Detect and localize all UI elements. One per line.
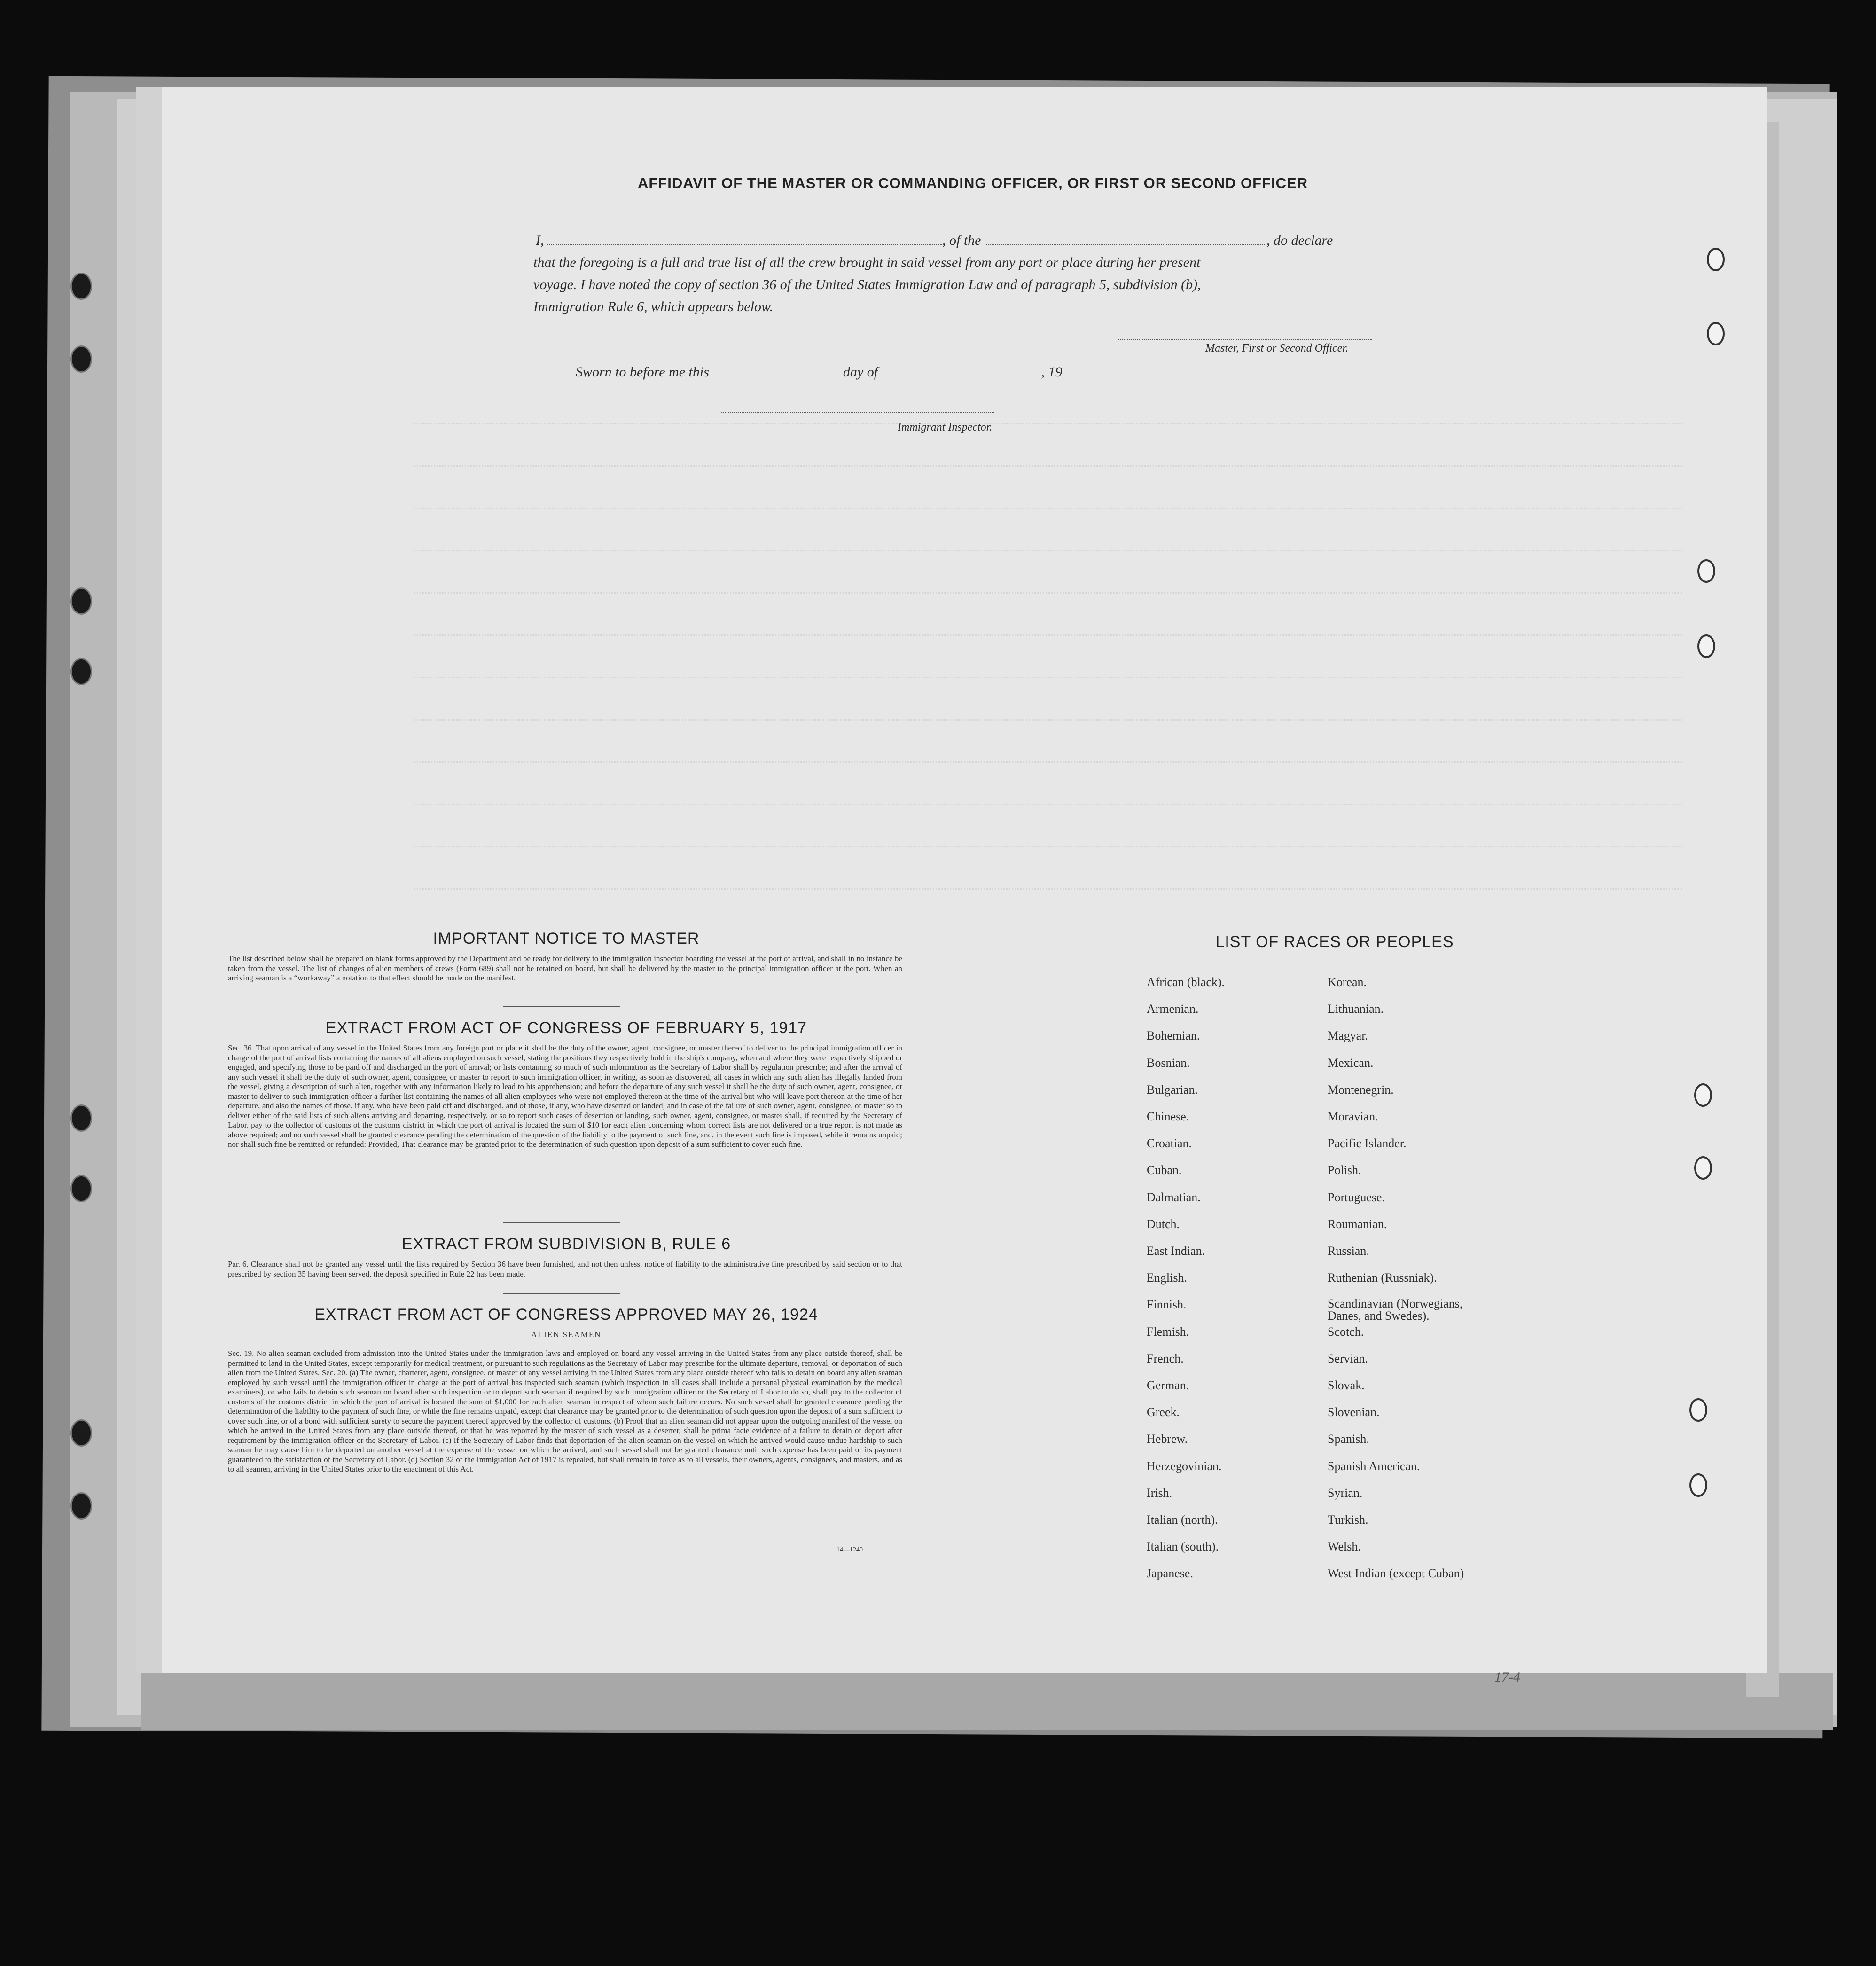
race-item: Hebrew. [1147,1432,1188,1446]
paper-left-strip [136,87,162,1673]
affidavit-line-4: Immigration Rule 6, which appears below. [533,299,774,314]
race-item: Italian (north). [1147,1513,1218,1527]
race-item: Slovenian. [1328,1405,1380,1419]
punch-hole [1697,559,1715,583]
punch-hole [70,587,92,615]
race-item: Cuban. [1147,1163,1182,1177]
race-item: Herzegovinian. [1147,1459,1222,1473]
punch-hole [1694,1156,1712,1180]
races-title: LIST OF RACES OR PEOPLES [1215,933,1454,951]
race-item: French. [1147,1351,1184,1365]
race-item: Flemish. [1147,1324,1189,1339]
race-item: English. [1147,1271,1187,1285]
punch-hole [70,1492,92,1520]
race-item: Finnish. [1147,1298,1187,1312]
extract-rule6-body: Par. 6. Clearance shall not be granted any vessel until the lists required by Section 36 have been furnished, and not then unless, notice of liability to the administrative fine prescribed by said section or to that prescribed by section 35 having been served, the deposit specified in Rule 22 has been made. [228,1260,902,1278]
race-item: Roumanian. [1328,1217,1387,1231]
race-item: Slovak. [1328,1379,1365,1392]
race-item: Bosnian. [1147,1056,1190,1070]
name-field[interactable] [547,244,942,245]
sworn-label: Sworn to before me this [576,364,709,380]
punch-hole [70,1104,92,1132]
race-item: Bohemian. [1147,1029,1200,1043]
race-item: Dalmatian. [1147,1190,1201,1204]
divider [503,1293,620,1294]
punch-hole [1707,248,1725,271]
race-item: Scotch. [1328,1324,1364,1339]
year-label: , 19 [1041,364,1063,380]
affidavit-of-the: , of the [942,233,981,248]
sworn-line [576,364,1105,380]
race-item: Mexican. [1328,1056,1374,1070]
race-item: Italian (south). [1147,1540,1219,1554]
race-item: Russian. [1328,1244,1369,1258]
punch-hole [70,1419,92,1447]
race-item: Portuguese. [1328,1190,1385,1204]
race-item: Ruthenian (Russniak). [1328,1271,1437,1285]
inspector-label: Immigrant Inspector. [898,421,993,433]
race-item: Turkish. [1328,1513,1368,1527]
race-item: Syrian. [1328,1486,1363,1500]
extract-1924-body: Sec. 19. No alien seaman excluded from admission into the United States under the immigration laws and employed on board any vessel arriving in the United States from any place outside thereof, shall be permitted to land in the United States, except temporarily for medical treatment, or pursuant to such regulations as the Secretary of Labor may prescribe for the ultimate departure, removal, or deportation of such alien from the United States. Sec. 20. (a) The owner, charterer, agent, consignee, or master of any vessel arriving in the United States from any place outside thereof who fails to detain on board any alien seaman employed by such vessel until the immigration officer in charge at the port of arrival has inspected such seaman (which inspection in all cases shall include a personal physical examination by the medical examiners), or who fails to detain such seaman on board after such inspection or to deport such seaman if required by such immigration officer or the Secretary of Labor to do so, shall pay to the collector of customs of the customs district in which the port of arrival is located the sum of $1,000 for each alien seaman in respect of whom such failure occurs. No such vessel shall be granted clearance pending the determination of the liability to the payment of such fine, or while the fine remains unpaid, except that clearance may be granted prior to the determination of such question upon the deposit of a sum sufficient to cover such fine, or of a bond with sufficient surety to secure the payment thereof approved by the collector of customs. (b) Proof that an alien seaman did not appear upon the outgoing manifest of the vessel on which he arrived in the United States from any place outside thereof, or that he was reported by the master of such vessel as a deserter, shall be prima facie evidence of a failure to detain or deport after requirement by the immigration officer or the Secretary of Labor. (c) If the Secretary of Labor finds that deportation of the alien seaman on the vessel on which he arrived would cause undue hardship to such seaman he may cause him to be deported on another vessel at the expense of the vessel on which he arrived, and such vessel shall not be granted clearance until such expense has been paid or its payment guaranteed to the satisfaction of the Secretary of Labor. (d) Section 32 of the Immigration Act of 1917 is repealed, but shall remain in force as to all vessels, their owners, agents, consignees, and masters, and as to all seamen, arriving in the United States prior to the enactment of this Act. [228,1349,902,1473]
race-item: Polish. [1328,1163,1361,1177]
form-number: 14—1240 [836,1546,863,1553]
divider [503,1222,620,1223]
extract-1917-body: Sec. 36. That upon arrival of any vessel in the United States from any foreign port or place it shall be the duty of the owner, agent, consignee, or master thereof to deliver to the principal immigration officer in charge of the port of arrival lists containing the names of all aliens employed on such vessel, stating the positions they respectively hold in the ship's company, when and where they were respectively shipped or engaged, and specifying those to be paid off and discharged in the port of arrival; or lists containing so much of such information as the Secretary of Labor shall by regulation prescribe; and after the arrival of any such vessel it shall be the duty of such owner, agent, consignee, or master to report to such immigration officer, in writing, as soon as discovered, all cases in which any such alien has illegally landed from the vessel, giving a description of such alien, together with any information likely to lead to his apprehension; and before the departure of any such vessel it shall be the duty of such owner, agent, consignee, or master to deliver to such immigration officer a further list containing the names of all alien employees who were not employed thereon at the time of the arrival but who will leave port thereon at the time of her departure, and also the names of those, if any, who have been paid off and discharged, and of those, if any, who have deserted or landed; and in case of the failure of such owner, agent, consignee, or master so to deliver either of the said lists of such aliens arriving and departing, respectively, or so to report such cases of desertion or landing, such owner, agent, consignee, or master shall, if required by the Secretary of Labor, pay to the collector of customs of the customs district in which the port of arrival is located the sum of $10 for each alien concerning whom correct lists are not delivered or a true report is not made as above required; and no such vessel shall be granted clearance pending the determination of the question of the liability to the payment of such fine, and, in the event such fine is imposed, while it remains unpaid; nor shall such fine be remitted or refunded: Provided, That clearance may be granted prior to the determination of such question upon deposit of a sum sufficient to cover such fine. [228,1043,902,1149]
affidavit-line-1 [536,233,1429,249]
race-item: Servian. [1328,1351,1368,1365]
punch-hole [1689,1473,1707,1497]
race-item: Magyar. [1328,1029,1368,1043]
race-item: Pacific Islander. [1328,1136,1407,1151]
inspector-signature-line[interactable] [721,412,994,414]
affidavit-line-2: that the foregoing is a full and true list of all the crew brought in said vessel from any port or place during her present [533,255,1201,270]
race-item: Croatian. [1147,1136,1192,1151]
punch-hole [70,273,92,300]
race-item: West Indian (except Cuban) [1328,1567,1464,1581]
punch-hole [1697,634,1715,658]
affidavit-title: AFFIDAVIT OF THE MASTER OR COMMANDING OFFICER, OR FIRST OR SECOND OFFICER [637,175,1308,191]
race-item: Spanish. [1328,1432,1369,1446]
punch-hole [1689,1398,1707,1422]
extract-1924-subtitle: ALIEN SEAMEN [531,1330,602,1339]
race-item: African (black). [1147,975,1225,989]
race-item: Chinese. [1147,1110,1189,1123]
race-item: Korean. [1328,975,1367,989]
notice-title: IMPORTANT NOTICE TO MASTER [433,930,700,948]
punch-hole [1707,322,1725,345]
divider [503,1006,620,1007]
race-item: Irish. [1147,1486,1172,1500]
punch-hole [1694,1083,1712,1107]
race-item: Moravian. [1328,1110,1378,1123]
race-item: East Indian. [1147,1244,1205,1258]
race-item: Montenegrin. [1328,1082,1394,1097]
race-item: Greek. [1147,1405,1180,1419]
extract-1924-title: EXTRACT FROM ACT OF CONGRESS APPROVED MAY 26, 1924 [314,1306,818,1324]
race-item: Japanese. [1147,1567,1193,1581]
punch-hole [70,658,92,685]
affidavit-line-3: voyage. I have noted the copy of section 36 of the United States Immigration Law and of paragraph 5, subdivision (b), [533,277,1201,292]
day-of-label: day of [843,364,878,380]
race-item: Spanish American. [1328,1459,1420,1473]
notice-body: The list described below shall be prepared on blank forms approved by the Department and be ready for delivery to the immigration inspector boarding the vessel at the port of arrival, and shall in no instance be taken from the vessel. The list of changes of alien members of crews (Form 689) shall not be retained on board, but shall be delivered by the master to the principal immigration officer at the port. When an arriving seaman is a “workaway” a notation to that effect should be made on the manifest. [228,954,902,982]
affidavit-i: I, [536,233,544,248]
paper-edge [141,1673,1833,1730]
race-item: Lithuanian. [1328,1002,1384,1016]
punch-hole [70,345,92,373]
race-item: Dutch. [1147,1217,1180,1231]
race-item: German. [1147,1379,1189,1392]
vessel-field[interactable] [985,244,1266,245]
race-item: Bulgarian. [1147,1082,1198,1097]
extract-1917-title: EXTRACT FROM ACT OF CONGRESS OF FEBRUARY 5, 1917 [325,1019,807,1037]
bleed-through-table [414,423,1682,940]
race-item: Armenian. [1147,1002,1199,1016]
master-signature-label: Master, First or Second Officer. [1205,342,1348,354]
handwritten-note: 17-4 [1494,1669,1520,1685]
extract-rule6-title: EXTRACT FROM SUBDIVISION B, RULE 6 [401,1235,731,1253]
punch-hole [70,1175,92,1202]
master-signature-line[interactable] [1118,339,1372,341]
affidavit-do-declare: , do declare [1266,233,1333,248]
race-item: Welsh. [1328,1540,1361,1554]
race-item: Scandinavian (Norwegians, Danes, and Swedes). [1328,1297,1463,1323]
